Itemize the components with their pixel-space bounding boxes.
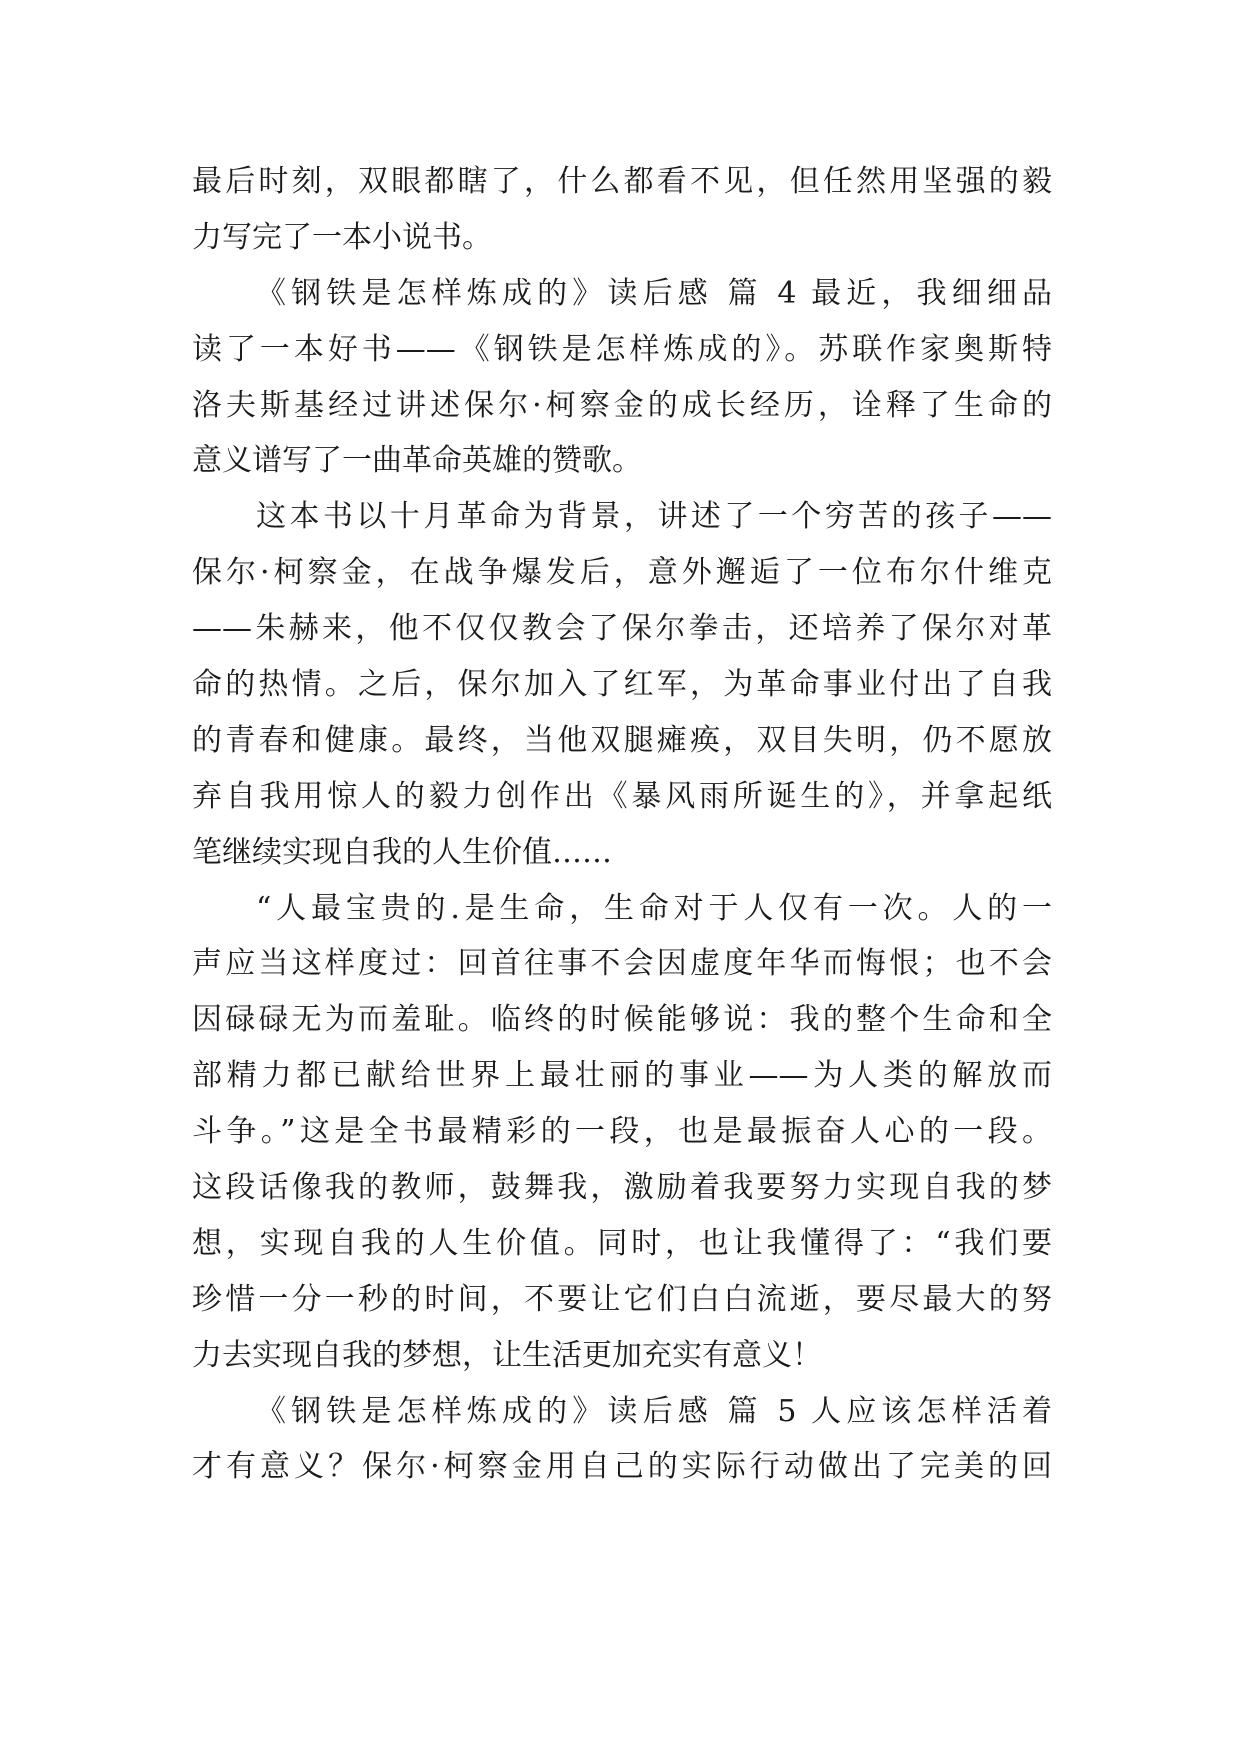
section-heading-line: 《钢铁是怎样炼成的》读后感 篇 4 最近，我细细品 bbox=[256, 275, 1052, 311]
text-line: 命的热情。之后，保尔加入了红军，为革命事业付出了自我 bbox=[192, 667, 1052, 703]
text-line: 才有意义？保尔·柯察金用自己的实际行动做出了完美的回 bbox=[192, 1449, 1052, 1485]
text-line: 力写完了一本小说书。 bbox=[192, 219, 492, 255]
text-line: 想，实现自我的人生价值。同时，也让我懂得了：“我们要 bbox=[192, 1225, 1052, 1261]
body-text bbox=[192, 154, 1052, 1495]
text-line: 部精力都已献给世界上最壮丽的事业——为人类的解放而 bbox=[192, 1058, 1052, 1094]
text-line: 意义谱写了一曲革命英雄的赞歌。 bbox=[192, 443, 642, 479]
text-line: 最后时刻，双眼都瞎了，什么都看不见，但任然用坚强的毅 bbox=[192, 164, 1052, 199]
text-line: 洛夫斯基经过讲述保尔·柯察金的成长经历，诠释了生命的 bbox=[192, 387, 1052, 423]
text-line: 因碌碌无为而羞耻。临终的时候能够说：我的整个生命和全 bbox=[192, 1002, 1052, 1038]
text-line: 的青春和健康。最终，当他双腿瘫痪，双目失明，仍不愿放 bbox=[192, 722, 1052, 758]
text-line: 力去实现自我的梦想，让生活更加充实有意义！ bbox=[192, 1337, 822, 1373]
text-line: 这段话像我的教师，鼓舞我，激励着我要努力实现自我的梦 bbox=[192, 1170, 1052, 1206]
text-line: 斗争。”这是全书最精彩的一段，也是最振奋人心的一段。 bbox=[192, 1114, 1052, 1150]
text-line: “人最宝贵的.是生命，生命对于人仅有一次。人的一 bbox=[256, 890, 1052, 926]
text-line: 这本书以十月革命为背景，讲述了一个穷苦的孩子—— bbox=[256, 499, 1052, 535]
text-line: 保尔·柯察金，在战争爆发后，意外邂逅了一位布尔什维克 bbox=[192, 555, 1052, 591]
text-line: 珍惜一分一秒的时间，不要让它们白白流逝，要尽最大的努 bbox=[192, 1281, 1052, 1317]
text-line: 声应当这样度过：回首往事不会因虚度年华而悔恨；也不会 bbox=[192, 946, 1052, 982]
text-line: ——朱赫来，他不仅仅教会了保尔拳击，还培养了保尔对革 bbox=[192, 611, 1052, 647]
text-line: 弃自我用惊人的毅力创作出《暴风雨所诞生的》，并拿起纸 bbox=[192, 778, 1052, 814]
section-heading-line: 《钢铁是怎样炼成的》读后感 篇 5 人应该怎样活着 bbox=[256, 1393, 1052, 1429]
text-line: 读了一本好书——《钢铁是怎样炼成的》。苏联作家奥斯特 bbox=[192, 331, 1052, 367]
text-line: 笔继续实现自我的人生价值…… bbox=[192, 834, 612, 870]
